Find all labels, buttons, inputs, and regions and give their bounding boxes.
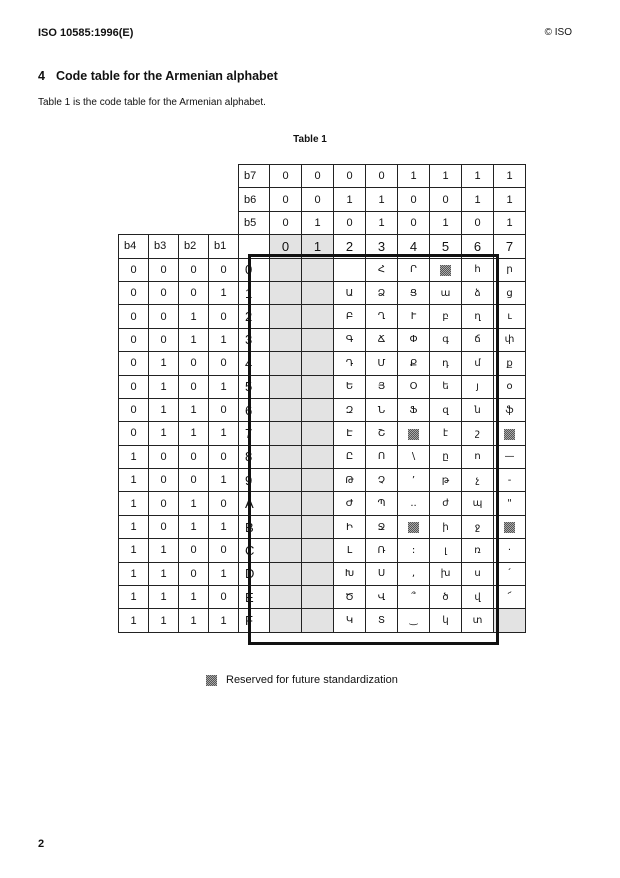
row-bit-cell: 1: [149, 539, 179, 562]
row-bit-cell: 0: [209, 539, 239, 562]
character-cell: Պ: [366, 492, 398, 515]
row-code: 7: [239, 422, 270, 445]
reserved-cell: [494, 422, 526, 445]
character-cell: Զ: [334, 398, 366, 421]
row-code: E: [239, 586, 270, 609]
intro-paragraph: Table 1 is the code table for the Armenian alphabet.: [38, 97, 266, 108]
row-bit-cell: 1: [119, 469, 149, 492]
character-cell: հ: [462, 258, 494, 281]
character-cell: շ: [462, 422, 494, 445]
table-caption: Table 1: [293, 134, 327, 145]
column-bit-row: [119, 188, 526, 211]
character-cell: Ն: [366, 398, 398, 421]
column-bit-row: [119, 211, 526, 234]
row-bit-cell: 0: [179, 539, 209, 562]
character-cell: [302, 445, 334, 468]
character-cell: Ղ: [366, 305, 398, 328]
code-row: [119, 305, 526, 328]
row-bit-label: b1: [209, 235, 239, 258]
character-cell: [302, 492, 334, 515]
corner-cell: [239, 235, 270, 258]
row-bit-cell: 0: [149, 469, 179, 492]
row-bit-cell: 0: [179, 469, 209, 492]
character-cell: [302, 352, 334, 375]
row-bit-cell: 1: [179, 515, 209, 538]
character-cell: ,: [398, 562, 430, 585]
character-cell: դ: [430, 352, 462, 375]
row-bit-cell: 0: [179, 281, 209, 304]
row-bit-cell: 1: [179, 305, 209, 328]
column-bit-cell: 0: [462, 211, 494, 234]
empty-corner-cell: [179, 188, 209, 211]
code-row: [119, 469, 526, 492]
row-bit-cell: 0: [119, 258, 149, 281]
character-cell: Լ: [334, 539, 366, 562]
character-cell: [302, 398, 334, 421]
row-bit-cell: 0: [119, 422, 149, 445]
column-bit-label: b5: [239, 211, 270, 234]
row-code: C: [239, 539, 270, 562]
row-code: 9: [239, 469, 270, 492]
character-cell: ՛: [494, 562, 526, 585]
character-cell: զ: [430, 398, 462, 421]
character-cell: [270, 398, 302, 421]
row-bit-cell: 1: [119, 609, 149, 632]
empty-corner-cell: [149, 188, 179, 211]
code-row: [119, 281, 526, 304]
character-cell: յ: [462, 375, 494, 398]
character-cell: [302, 469, 334, 492]
code-row: [119, 328, 526, 351]
character-cell: [270, 469, 302, 492]
character-cell: մ: [462, 352, 494, 375]
character-cell: Կ: [334, 609, 366, 632]
character-cell: գ: [430, 328, 462, 351]
reserved-block-icon: [408, 429, 419, 440]
column-bit-cell: 1: [494, 211, 526, 234]
character-cell: Ա: [334, 281, 366, 304]
character-cell: Ք: [398, 352, 430, 375]
section-number: 4: [38, 69, 45, 83]
empty-corner-cell: [179, 165, 209, 188]
row-code: D: [239, 562, 270, 585]
row-code: A: [239, 492, 270, 515]
character-cell: [302, 586, 334, 609]
character-cell: ց: [494, 281, 526, 304]
empty-corner-cell: [149, 165, 179, 188]
character-cell: [302, 305, 334, 328]
character-cell: Ր: [398, 258, 430, 281]
column-bit-cell: 0: [398, 211, 430, 234]
character-cell: Օ: [398, 375, 430, 398]
code-row: [119, 375, 526, 398]
character-cell: Չ: [366, 469, 398, 492]
character-cell: ժ: [430, 492, 462, 515]
row-bit-cell: 0: [149, 515, 179, 538]
column-bit-cell: 1: [430, 211, 462, 234]
row-bit-cell: 0: [209, 445, 239, 468]
row-bit-cell: 1: [209, 422, 239, 445]
row-bit-cell: 1: [209, 609, 239, 632]
character-cell: ո: [462, 445, 494, 468]
character-cell: [270, 352, 302, 375]
column-bit-cell: 1: [494, 165, 526, 188]
document-id: ISO 10585:1996(E): [38, 27, 134, 39]
character-cell: է: [430, 422, 462, 445]
character-cell: տ: [462, 609, 494, 632]
row-bit-cell: 1: [149, 609, 179, 632]
character-cell: ս: [462, 562, 494, 585]
character-cell: Փ: [398, 328, 430, 351]
empty-corner-cell: [119, 188, 149, 211]
row-bit-cell: 0: [209, 492, 239, 515]
character-cell: ֆ: [494, 398, 526, 421]
character-cell: Բ: [334, 305, 366, 328]
character-cell: ..: [398, 492, 430, 515]
row-bit-cell: 0: [179, 445, 209, 468]
reserved-block-icon: [408, 522, 419, 533]
reserved-cell: [398, 515, 430, 538]
row-bit-cell: 0: [149, 328, 179, 351]
code-row: [119, 562, 526, 585]
column-number: 7: [494, 235, 526, 258]
character-cell: [270, 422, 302, 445]
character-cell: ջ: [462, 515, 494, 538]
character-cell: ձ: [462, 281, 494, 304]
row-bit-cell: 0: [149, 445, 179, 468]
column-bit-cell: 1: [462, 165, 494, 188]
armenian-code-table: [118, 164, 526, 633]
empty-corner-cell: [119, 211, 149, 234]
row-code: 5: [239, 375, 270, 398]
code-row: [119, 258, 526, 281]
character-cell: Ի: [334, 515, 366, 538]
row-bit-cell: 1: [119, 586, 149, 609]
row-bit-cell: 1: [179, 422, 209, 445]
character-cell: ’: [398, 469, 430, 492]
row-bit-cell: 1: [149, 422, 179, 445]
empty-corner-cell: [209, 188, 239, 211]
column-bit-cell: 0: [302, 165, 334, 188]
column-bit-label: b6: [239, 188, 270, 211]
character-cell: լ: [430, 539, 462, 562]
character-cell: փ: [494, 328, 526, 351]
character-cell: [270, 305, 302, 328]
empty-corner-cell: [209, 165, 239, 188]
character-cell: օ: [494, 375, 526, 398]
character-cell: Վ: [366, 586, 398, 609]
character-cell: -: [494, 469, 526, 492]
character-cell: —: [494, 445, 526, 468]
row-bit-cell: 1: [209, 515, 239, 538]
character-cell: [270, 562, 302, 585]
character-cell: ճ: [462, 328, 494, 351]
row-bit-label: b2: [179, 235, 209, 258]
character-cell: [302, 515, 334, 538]
reserved-block-icon: [504, 522, 515, 533]
row-bit-cell: 1: [119, 445, 149, 468]
character-cell: [302, 281, 334, 304]
empty-corner-cell: [149, 211, 179, 234]
character-cell: ·: [494, 539, 526, 562]
character-cell: բ: [430, 305, 462, 328]
row-bit-cell: 0: [209, 398, 239, 421]
column-number: 0: [270, 235, 302, 258]
row-bit-cell: 1: [119, 562, 149, 585]
row-bit-cell: 0: [119, 305, 149, 328]
row-code: 2: [239, 305, 270, 328]
row-code: 6: [239, 398, 270, 421]
row-bit-cell: 1: [209, 328, 239, 351]
character-cell: ք: [494, 352, 526, 375]
character-cell: [302, 328, 334, 351]
character-cell: Թ: [334, 469, 366, 492]
reserved-swatch: [206, 675, 217, 686]
column-bit-cell: 0: [366, 165, 398, 188]
legend: [206, 674, 398, 686]
character-cell: Ռ: [366, 539, 398, 562]
column-bit-cell: 0: [270, 188, 302, 211]
code-row: [119, 539, 526, 562]
character-cell: [334, 258, 366, 281]
character-cell: [270, 281, 302, 304]
reserved-block-icon: [440, 265, 451, 276]
row-bit-cell: 1: [149, 398, 179, 421]
character-cell: [302, 375, 334, 398]
character-cell: [302, 609, 334, 632]
row-code: 1: [239, 281, 270, 304]
character-cell: [302, 562, 334, 585]
character-cell: [270, 586, 302, 609]
code-row: [119, 398, 526, 421]
character-cell: ռ: [462, 539, 494, 562]
character-cell: [270, 375, 302, 398]
character-cell: Ց: [398, 281, 430, 304]
character-cell: Ֆ: [398, 398, 430, 421]
character-cell: [270, 492, 302, 515]
column-bit-label: b7: [239, 165, 270, 188]
empty-corner-cell: [209, 211, 239, 234]
row-bit-cell: 1: [179, 586, 209, 609]
character-cell: վ: [462, 586, 494, 609]
row-bit-cell: 0: [119, 352, 149, 375]
row-bit-cell: 1: [119, 539, 149, 562]
character-cell: ե: [430, 375, 462, 398]
character-cell: Ս: [366, 562, 398, 585]
column-bit-cell: 1: [430, 165, 462, 188]
row-bit-cell: 1: [179, 328, 209, 351]
row-bit-cell: 0: [119, 281, 149, 304]
column-bit-cell: 0: [270, 165, 302, 188]
row-bit-label: b3: [149, 235, 179, 258]
character-cell: Յ: [366, 375, 398, 398]
reserved-cell: [398, 422, 430, 445]
row-bit-cell: 1: [179, 492, 209, 515]
character-cell: ՞: [398, 586, 430, 609]
column-bit-row: [119, 165, 526, 188]
character-cell: [270, 609, 302, 632]
row-bit-cell: 0: [119, 375, 149, 398]
column-bit-cell: 0: [334, 165, 366, 188]
character-cell: [494, 609, 526, 632]
character-cell: Հ: [366, 258, 398, 281]
character-cell: Շ: [366, 422, 398, 445]
row-bit-cell: 0: [209, 586, 239, 609]
column-bit-cell: 0: [270, 211, 302, 234]
character-cell: [270, 258, 302, 281]
character-cell: ՜: [494, 586, 526, 609]
character-cell: [302, 258, 334, 281]
reserved-cell: [430, 258, 462, 281]
character-cell: Տ: [366, 609, 398, 632]
reserved-cell: [494, 515, 526, 538]
row-bit-cell: 1: [209, 562, 239, 585]
character-cell: Խ: [334, 562, 366, 585]
code-row: [119, 492, 526, 515]
column-number: 4: [398, 235, 430, 258]
code-row: [119, 586, 526, 609]
code-row: [119, 445, 526, 468]
column-bit-cell: 1: [462, 188, 494, 211]
column-number: 5: [430, 235, 462, 258]
character-cell: ր: [494, 258, 526, 281]
character-cell: պ: [462, 492, 494, 515]
legend-text: Reserved for future standardization: [226, 674, 398, 686]
empty-corner-cell: [179, 211, 209, 234]
row-bit-cell: 0: [179, 352, 209, 375]
column-bit-cell: 0: [334, 211, 366, 234]
character-cell: ղ: [462, 305, 494, 328]
character-cell: ը: [430, 445, 462, 468]
row-code: 3: [239, 328, 270, 351]
column-number: 1: [302, 235, 334, 258]
character-cell: ի: [430, 515, 462, 538]
row-bit-cell: 0: [149, 492, 179, 515]
character-cell: Ո: [366, 445, 398, 468]
character-cell: ": [494, 492, 526, 515]
row-bit-cell: 1: [209, 469, 239, 492]
column-bit-cell: 1: [366, 211, 398, 234]
row-bit-cell: 0: [209, 258, 239, 281]
row-bit-cell: 0: [149, 305, 179, 328]
row-bit-cell: 0: [119, 398, 149, 421]
page-number: 2: [38, 838, 45, 850]
character-cell: թ: [430, 469, 462, 492]
row-bit-cell: 0: [179, 375, 209, 398]
row-bit-cell: 1: [119, 492, 149, 515]
character-cell: Ը: [334, 445, 366, 468]
row-bit-cell: 1: [149, 562, 179, 585]
column-bit-cell: 1: [494, 188, 526, 211]
character-cell: Գ: [334, 328, 366, 351]
row-bit-cell: 0: [179, 562, 209, 585]
row-bit-cell: 1: [209, 375, 239, 398]
character-cell: ‿: [398, 609, 430, 632]
empty-corner-cell: [119, 165, 149, 188]
character-cell: Ւ: [398, 305, 430, 328]
row-bit-cell: 0: [209, 352, 239, 375]
row-bit-cell: 1: [179, 609, 209, 632]
code-row: [119, 352, 526, 375]
code-row: [119, 422, 526, 445]
character-cell: խ: [430, 562, 462, 585]
column-bit-cell: 0: [430, 188, 462, 211]
character-cell: :: [398, 539, 430, 562]
section-heading: [38, 69, 278, 83]
character-cell: [270, 445, 302, 468]
character-cell: ւ: [494, 305, 526, 328]
column-number-row: [119, 235, 526, 258]
row-bit-cell: 0: [149, 258, 179, 281]
column-number: 3: [366, 235, 398, 258]
row-code: 0: [239, 258, 270, 281]
character-cell: ն: [462, 398, 494, 421]
character-cell: ծ: [430, 586, 462, 609]
row-code: B: [239, 515, 270, 538]
row-bit-cell: 1: [149, 375, 179, 398]
character-cell: ա: [430, 281, 462, 304]
column-bit-cell: 0: [398, 188, 430, 211]
row-bit-cell: 1: [149, 352, 179, 375]
row-bit-label: b4: [119, 235, 149, 258]
column-number: 2: [334, 235, 366, 258]
row-bit-cell: 0: [179, 258, 209, 281]
character-cell: Ճ: [366, 328, 398, 351]
column-bit-cell: 0: [302, 188, 334, 211]
character-cell: [270, 515, 302, 538]
character-cell: Ե: [334, 375, 366, 398]
row-bit-cell: 1: [209, 281, 239, 304]
row-code: 8: [239, 445, 270, 468]
character-cell: [270, 539, 302, 562]
character-cell: կ: [430, 609, 462, 632]
character-cell: [302, 422, 334, 445]
character-cell: [302, 539, 334, 562]
column-bit-cell: 1: [366, 188, 398, 211]
column-bit-cell: 1: [334, 188, 366, 211]
column-bit-cell: 1: [302, 211, 334, 234]
character-cell: Մ: [366, 352, 398, 375]
character-cell: Ծ: [334, 586, 366, 609]
row-bit-cell: 1: [149, 586, 179, 609]
row-bit-cell: 1: [119, 515, 149, 538]
character-cell: Է: [334, 422, 366, 445]
code-row: [119, 515, 526, 538]
column-bit-cell: 1: [398, 165, 430, 188]
row-code: F: [239, 609, 270, 632]
section-title: Code table for the Armenian alphabet: [56, 69, 278, 83]
character-cell: [270, 328, 302, 351]
character-cell: Դ: [334, 352, 366, 375]
code-row: [119, 609, 526, 632]
reserved-block-icon: [504, 429, 515, 440]
character-cell: չ: [462, 469, 494, 492]
character-cell: \: [398, 445, 430, 468]
character-cell: Ժ: [334, 492, 366, 515]
character-cell: Ջ: [366, 515, 398, 538]
row-bit-cell: 1: [179, 398, 209, 421]
row-code: 4: [239, 352, 270, 375]
row-bit-cell: 0: [149, 281, 179, 304]
column-number: 6: [462, 235, 494, 258]
character-cell: Ձ: [366, 281, 398, 304]
copyright-notice: © ISO: [544, 27, 572, 38]
row-bit-cell: 0: [209, 305, 239, 328]
row-bit-cell: 0: [119, 328, 149, 351]
